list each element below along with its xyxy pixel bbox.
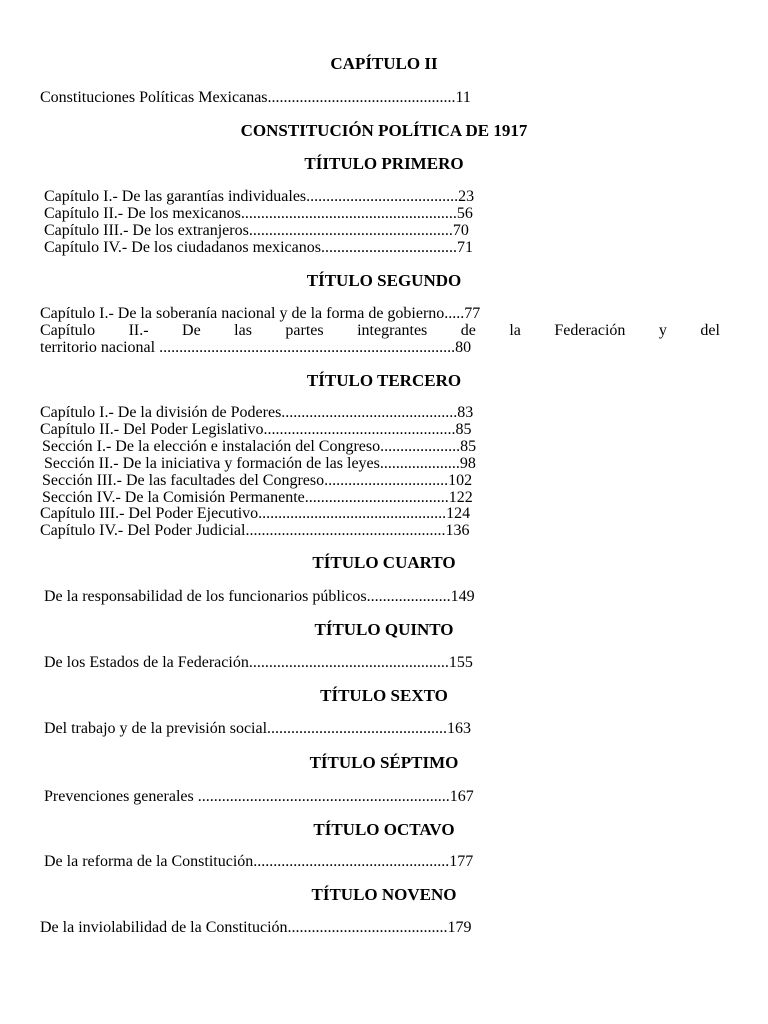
- toc-entry: Prevenciones generales ...............................................................167: [44, 788, 474, 805]
- title-heading: TÍTULO SEXTO: [320, 686, 448, 705]
- word: del: [700, 322, 720, 339]
- toc-entry: Capítulo I.- De las garantías individuales......................................23: [44, 188, 475, 205]
- toc-entry: De los Estados de la Federación..................................................155: [44, 654, 473, 671]
- word: II.-: [128, 322, 149, 339]
- word: y: [658, 322, 667, 339]
- toc-entry: De la responsabilidad de los funcionarios públicos.....................149: [44, 588, 475, 605]
- toc-entry: Capítulo III.- Del Poder Ejecutivo...............................................124: [40, 505, 471, 522]
- toc-entry: Capítulo I.- De la división de Poderes............................................83: [40, 404, 474, 421]
- toc-entry: De la inviolabilidad de la Constitución........................................179: [40, 919, 472, 936]
- toc-entry: territorio nacional ..........................................................................80: [40, 339, 472, 356]
- toc-entry: Sección I.- De la elección e instalación del Congreso....................85: [42, 438, 477, 455]
- word: de: [460, 322, 476, 339]
- title-heading: TÍTULO OCTAVO: [313, 820, 455, 839]
- chapter-heading: CAPÍTULO II: [330, 54, 438, 73]
- toc-entry: Capítulo IV.- De los ciudadanos mexicanos..................................71: [44, 239, 473, 256]
- toc-entry: Constituciones Políticas Mexicanas...............................................11: [40, 89, 471, 106]
- toc-entry: Capítulo II.- De los mexicanos......................................................56: [44, 205, 473, 222]
- toc-entry: Capítulo IV.- Del Poder Judicial..................................................136: [40, 522, 470, 539]
- toc-entry: De la reforma de la Constitución.................................................177: [44, 853, 474, 870]
- title-heading: TÍTULO SEGUNDO: [306, 271, 462, 290]
- word: Federación: [554, 322, 626, 339]
- title-heading: TÍTULO TERCERO: [306, 371, 462, 390]
- title-heading: TÍTULO SÉPTIMO: [309, 753, 459, 772]
- toc-entry: Del trabajo y de la previsión social.............................................163: [44, 720, 472, 737]
- word: De: [182, 322, 201, 339]
- title-heading: TÍTULO QUINTO: [314, 620, 454, 639]
- toc-entry: Sección IV.- De la Comisión Permanente....................................122: [42, 489, 473, 506]
- section-heading: CONSTITUCIÓN POLÍTICA DE 1917: [240, 121, 528, 140]
- word: partes: [285, 322, 324, 339]
- toc-entry: Capítulo II.- Del Poder Legislativo................................................85: [40, 421, 472, 438]
- title-heading: TÍTULO NOVENO: [311, 885, 457, 904]
- toc-entry-justified: [40, 322, 720, 339]
- toc-entry: Capítulo III.- De los extranjeros...................................................70: [44, 222, 469, 239]
- word: Capítulo: [40, 322, 96, 339]
- toc-entry: Sección II.- De la iniciativa y formación de las leyes....................98: [44, 455, 476, 472]
- word: integrantes: [357, 322, 428, 339]
- word: las: [234, 322, 252, 339]
- toc-entry: Sección III.- De las facultades del Congreso...............................102: [42, 472, 473, 489]
- title-heading: TÍTULO CUARTO: [312, 553, 456, 572]
- title-heading: TÍITULO PRIMERO: [304, 154, 464, 173]
- word: la: [509, 322, 521, 339]
- toc-entry: Capítulo I.- De la soberanía nacional y de la forma de gobierno.....77: [40, 305, 481, 322]
